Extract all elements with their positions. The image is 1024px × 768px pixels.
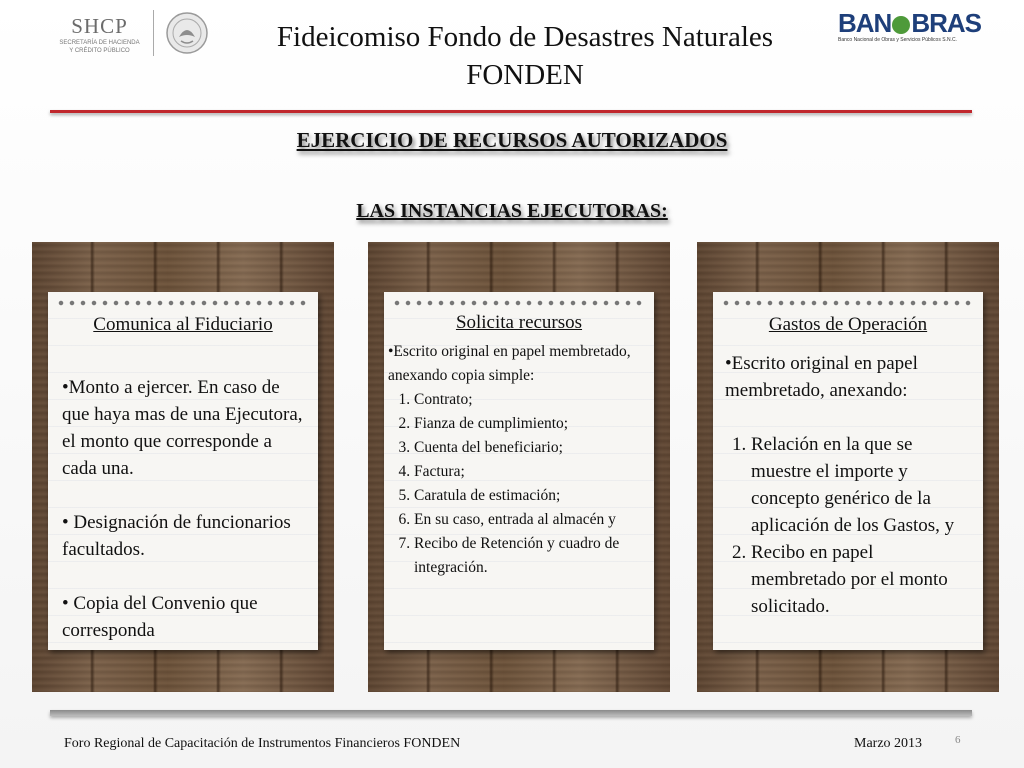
note-card-3	[713, 292, 983, 650]
title-line-1: Fideicomiso Fondo de Desastres Naturales	[276, 21, 774, 53]
binder-holes	[394, 300, 644, 306]
list-item: 3. Cuenta del beneficiario;	[414, 436, 648, 460]
banobras-right: BRAS	[911, 8, 982, 38]
card-body-2	[388, 340, 648, 580]
card2-list	[388, 388, 648, 580]
slide-number: 6	[955, 734, 961, 746]
banobras-wordmark	[838, 10, 983, 36]
card-body-1	[62, 374, 308, 671]
main-heading: EJERCICIO DE RECURSOS AUTORIZADOS	[296, 128, 728, 152]
card3-list	[725, 431, 973, 620]
list-item: 1. Relación en la que se muestre el importe y concepto genérico de la aplicación de los Gastos, y	[751, 431, 973, 539]
footer-divider	[50, 710, 972, 716]
header-divider	[50, 110, 972, 113]
wood-panel-2	[368, 242, 670, 692]
shcp-logo	[52, 14, 147, 58]
shcp-line2: Y CRÉDITO PÚBLICO	[69, 48, 130, 54]
shcp-abbr: SHCP	[71, 14, 128, 38]
footer-date: Marzo 2013	[854, 736, 923, 751]
national-seal-icon	[165, 11, 209, 55]
card1-paragraph: •Monto a ejercer. En caso de que haya mas de una Ejecutora, el monto que corresponde a cada una.	[62, 377, 303, 479]
list-item: 2. Recibo en papel membretado por el monto solicitado.	[751, 539, 973, 620]
wood-panel-3	[697, 242, 999, 692]
banobras-o-icon	[892, 16, 910, 34]
list-item: 4. Factura;	[414, 460, 648, 484]
card3-intro: •Escrito original en papel membretado, anexando:	[725, 353, 918, 401]
sub-heading: LAS INSTANCIAS EJECUTORAS:	[356, 200, 668, 222]
banobras-subtitle: Banco Nacional de Obras y Servicios Públicos S.N.C.	[838, 37, 957, 43]
banobras-left: BAN	[838, 8, 892, 38]
binder-holes	[723, 300, 973, 306]
logo-divider	[153, 10, 154, 56]
page-title	[210, 18, 840, 94]
shcp-line1: SECRETARÍA DE HACIENDA	[59, 40, 140, 46]
note-card-1	[48, 292, 318, 650]
list-item: 5. Caratula de estimación;	[414, 484, 648, 508]
card1-paragraph: • Copia del Convenio que corresponda	[62, 593, 258, 641]
card1-paragraph: • Designación de funcionarios facultados.	[62, 512, 291, 560]
list-item: 7. Recibo de Retención y cuadro de integración.	[414, 532, 648, 580]
card-title-2: Solicita recursos	[455, 312, 583, 333]
binder-holes	[58, 300, 308, 306]
list-item: 1. Contrato;	[414, 388, 648, 412]
list-item: 6. En su caso, entrada al almacén y	[414, 508, 648, 532]
note-card-2	[384, 292, 654, 650]
card2-intro: •Escrito original en papel membretado, anexando copia simple:	[388, 343, 631, 384]
card-title-3: Gastos de Operación	[768, 314, 928, 335]
wood-panel-1	[32, 242, 334, 692]
footer-caption: Foro Regional de Capacitación de Instrumentos Financieros FONDEN	[64, 736, 461, 751]
card-title-1: Comunica al Fiduciario	[93, 314, 273, 335]
list-item: 2. Fianza de cumplimiento;	[414, 412, 648, 436]
banobras-logo	[838, 10, 983, 46]
title-line-2: FONDEN	[466, 59, 584, 91]
card-body-3	[725, 350, 973, 620]
